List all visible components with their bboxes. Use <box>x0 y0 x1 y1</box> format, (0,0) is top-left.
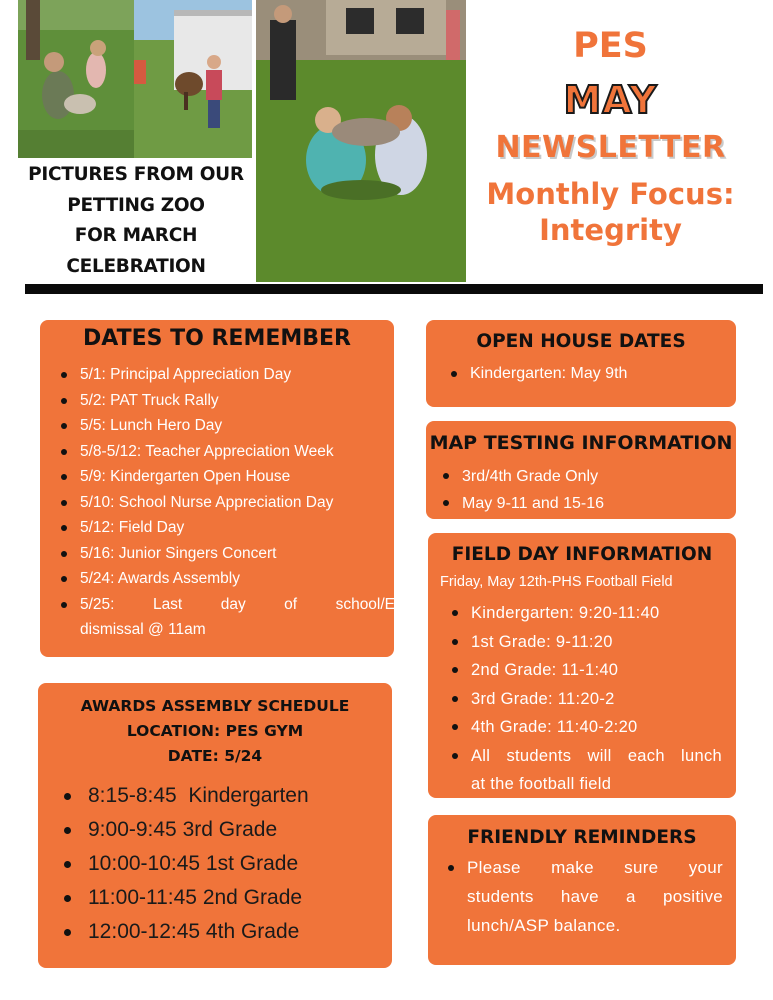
bullet-icon <box>443 473 449 479</box>
list-item: 2nd Grade: 11-1:40 <box>471 656 722 685</box>
list-item: 5/9: Kindergarten Open House <box>80 464 420 490</box>
list-item: 5/12: Field Day <box>80 515 420 541</box>
awards-date: DATE: 5/24 <box>167 747 263 765</box>
bullet-icon <box>61 449 67 455</box>
list-item: 5/10: School Nurse Appreciation Day <box>80 490 420 516</box>
list-item: 9:00-9:45 3rd Grade <box>88 813 398 847</box>
friendly-reminders-list <box>467 853 723 940</box>
bullet-icon <box>61 423 67 429</box>
title-newsletter: NEWSLETTER <box>495 130 726 165</box>
open-house-card <box>426 320 736 407</box>
open-house-title: OPEN HOUSE DATES <box>476 331 686 352</box>
awards-assembly-card <box>38 683 392 968</box>
photo-caption <box>18 160 254 282</box>
friendly-reminders-card <box>428 815 736 965</box>
field-day-subtitle: Friday, May 12th-PHS Football Field <box>440 574 673 590</box>
field-day-card <box>428 533 736 798</box>
friendly-reminders-title: FRIENDLY REMINDERS <box>467 827 697 848</box>
awards-location: LOCATION: PES GYM <box>126 722 304 740</box>
caption-line-2: PETTING ZOO <box>67 194 205 216</box>
list-item: 12:00-12:45 4th Grade <box>88 915 398 949</box>
bullet-icon <box>61 551 67 557</box>
map-testing-list <box>462 463 604 517</box>
list-item: Kindergarten: May 9th <box>470 362 627 386</box>
bullet-icon <box>451 371 457 377</box>
list-item: 5/5: Lunch Hero Day <box>80 413 420 439</box>
title-may: MAY <box>563 78 658 122</box>
map-testing-title: MAP TESTING INFORMATION <box>429 432 733 454</box>
list-item: 5/25: Last day of school/Early dismissal @ 11am <box>80 592 420 643</box>
bullet-icon <box>452 696 458 702</box>
bullet-icon <box>61 500 67 506</box>
list-item: Please make sure your students have a positive lunch/ASP balance. <box>467 853 723 940</box>
list-item: 10:00-10:45 1st Grade <box>88 847 398 881</box>
awards-title: AWARDS ASSEMBLY SCHEDULE <box>80 697 350 715</box>
list-item: 3rd Grade: 11:20-2 <box>471 685 722 714</box>
bullet-icon <box>64 827 71 834</box>
list-item: 11:00-11:45 2nd Grade <box>88 881 398 915</box>
dates-list <box>80 362 420 643</box>
title-block <box>466 0 755 282</box>
bullet-icon <box>61 398 67 404</box>
bullet-icon <box>443 500 449 506</box>
bullet-icon <box>452 639 458 645</box>
bullet-icon <box>448 865 454 871</box>
list-item: 5/1: Principal Appreciation Day <box>80 362 420 388</box>
bullet-icon <box>64 861 71 868</box>
list-item: May 9-11 and 15-16 <box>462 490 604 517</box>
dates-to-remember-card <box>40 320 420 657</box>
map-testing-card <box>426 421 736 519</box>
focus-line-2: Integrity <box>539 213 682 247</box>
list-item: 3rd/4th Grade Only <box>462 463 604 490</box>
list-item: 8:15-8:45 Kindergarten <box>88 779 398 813</box>
caption-line-3: FOR MARCH <box>74 225 198 246</box>
dates-title: DATES TO REMEMBER <box>82 326 351 351</box>
list-item: All students will each lunch at the football field <box>471 742 722 799</box>
field-day-list <box>471 599 722 799</box>
list-item: 1st Grade: 9-11:20 <box>471 628 722 657</box>
list-item: 5/16: Junior Singers Concert <box>80 541 420 567</box>
focus-line-1: Monthly Focus: <box>486 177 735 211</box>
list-item: 5/8-5/12: Teacher Appreciation Week <box>80 439 420 465</box>
open-house-list <box>470 362 627 386</box>
bullet-icon <box>452 667 458 673</box>
title-pes: PES <box>573 26 648 66</box>
bullet-icon <box>61 576 67 582</box>
list-item: Kindergarten: 9:20-11:40 <box>471 599 722 628</box>
awards-schedule-list <box>88 779 398 949</box>
bullet-icon <box>452 753 458 759</box>
bullet-icon <box>452 610 458 616</box>
bullet-icon <box>61 602 67 608</box>
bullet-icon <box>61 474 67 480</box>
bullet-icon <box>452 724 458 730</box>
photo-petting-goat <box>18 0 134 158</box>
field-day-title: FIELD DAY INFORMATION <box>451 544 713 565</box>
list-item: 5/24: Awards Assembly <box>80 566 420 592</box>
list-item: 5/2: PAT Truck Rally <box>80 388 420 414</box>
bullet-icon <box>64 793 71 800</box>
bullet-icon <box>64 895 71 902</box>
bullet-icon <box>64 929 71 936</box>
caption-line-4: CELEBRATION <box>66 255 206 277</box>
photo-pony-trailer <box>134 0 252 158</box>
bullet-icon <box>61 372 67 378</box>
photo-kids-on-grass <box>256 0 466 282</box>
caption-line-1: PICTURES FROM OUR <box>28 164 244 185</box>
header-divider <box>25 284 763 294</box>
bullet-icon <box>61 525 67 531</box>
monthly-focus <box>466 176 755 248</box>
list-item: 4th Grade: 11:40-2:20 <box>471 713 722 742</box>
